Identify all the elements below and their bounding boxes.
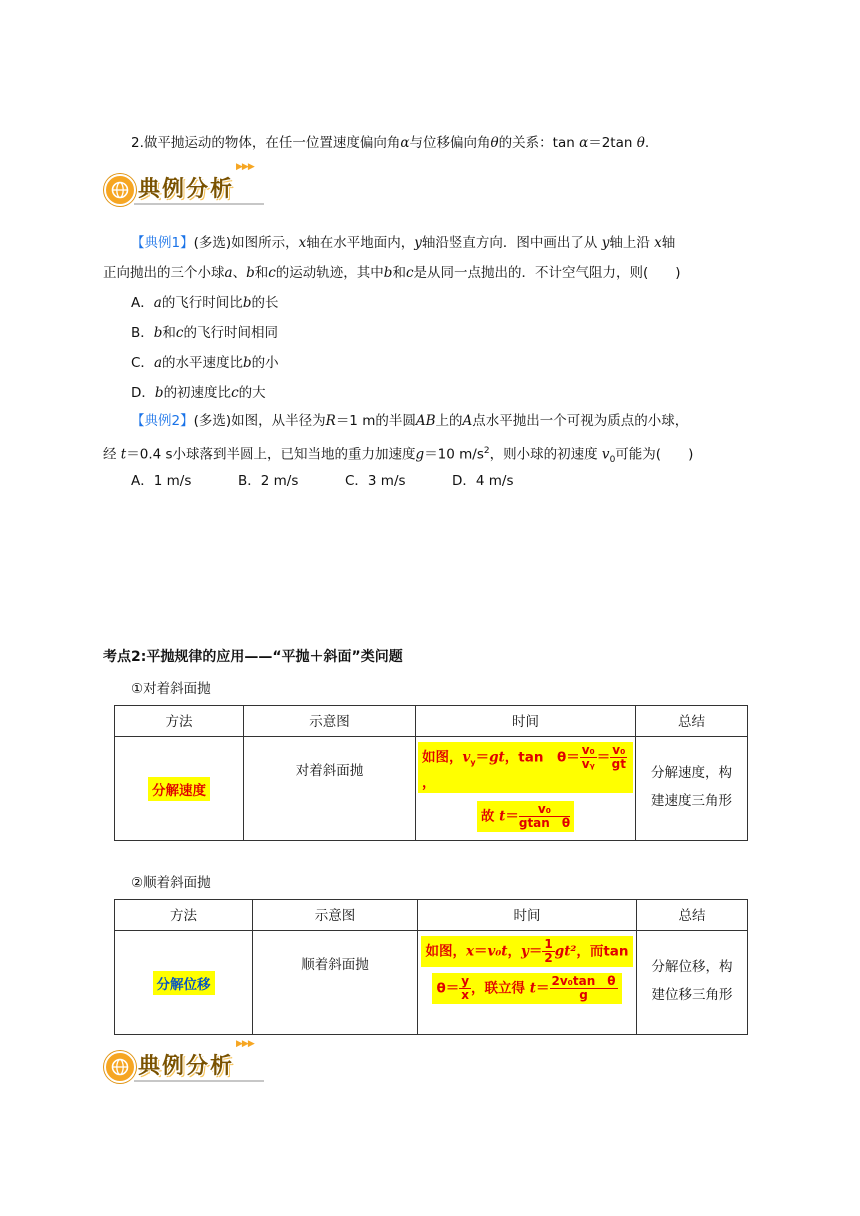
table-throw-along-slope: [114, 899, 748, 1035]
example2-options: [131, 471, 514, 491]
example1-line2: 正向抛出的三个小球a、b和c的运动轨迹，其中b和c是从同一点抛出的．不计空气阻力，则( ): [103, 265, 681, 281]
example1-option-d: D．b的初速度比c的大: [131, 385, 266, 401]
table1-diagram: 对着斜面抛: [244, 737, 416, 841]
table2-summary: 分解位移，构 建位移三角形: [637, 931, 748, 1035]
globe-icon: [104, 174, 136, 206]
table1-header-summary: 总结: [636, 706, 748, 737]
table2-time-line2: θ＝ $\frac{y}{x}$ ，联立得 t＝ $\frac{\text{2v₀tan θ}}{g}$: [432, 973, 621, 1004]
arrows-icon: ▶▶▶: [236, 162, 254, 172]
section2-heading: 考点2:平抛规律的应用——“平抛＋斜面”类问题: [103, 649, 403, 665]
example1-line1: 【典例1】(多选)如图所示，x轴在水平地面内，y轴沿竖直方向．图中画出了从 y轴上沿 x轴: [131, 235, 676, 251]
banner-underline: [134, 203, 264, 205]
table2-method-cell: [115, 931, 253, 1035]
table1-header-diagram: 示意图: [244, 706, 416, 737]
example1-tag: 【典例1】: [131, 235, 194, 251]
example2-line2: 经 t＝0.4 s小球落到半圆上，已知当地的重力加速度g＝10 $m/s^2$，则小球的初速度 $v_0$可能为( ): [103, 446, 694, 466]
example2-tag: 【典例2】: [131, 413, 194, 429]
section2-sub2: ②顺着斜面抛: [131, 875, 211, 891]
table2-time-cell: [418, 931, 637, 1035]
example2-option-a: A．1 m/s: [131, 473, 192, 489]
example-analysis-banner-2: [104, 1039, 264, 1083]
intro-line: 2.做平抛运动的物体，在任一位置速度偏向角α与位移偏向角θ的关系：tan α＝2tan θ.: [131, 135, 650, 151]
table2-diagram: 顺着斜面抛: [253, 931, 418, 1035]
table1-header-time: 时间: [416, 706, 636, 737]
example2-line1: 【典例2】(多选)如图，从半径为R＝1 m的半圆AB上的A点水平抛出一个可视为质点的小球，: [131, 413, 689, 429]
table1-time-line1: 如图，$v_y=gt$，tan θ＝ $\frac{\text{v₀}}{\text{vᵧ}}$ ＝ $\frac{\text{v₀}}{gt}$ ，: [418, 742, 633, 793]
globe-icon: [104, 1051, 136, 1083]
example-analysis-banner: [104, 162, 264, 206]
table2-header-summary: 总结: [637, 900, 748, 931]
banner-title: 典例分析: [138, 1053, 235, 1079]
example2-option-b: B．2 m/s: [238, 473, 299, 489]
table2-method: 分解位移: [153, 971, 215, 995]
table1-header-method: 方法: [115, 706, 244, 737]
arrows-icon: ▶▶▶: [236, 1039, 254, 1049]
example1-option-c: C．a的水平速度比b的小: [131, 355, 279, 371]
table-throw-at-slope: [114, 705, 748, 841]
section2-sub1: ①对着斜面抛: [131, 681, 211, 697]
table2-header-time: 时间: [418, 900, 637, 931]
table1-time-cell: [416, 737, 636, 841]
example2-option-c: C．3 m/s: [345, 473, 406, 489]
example2-option-d: D．4 m/s: [452, 473, 514, 489]
table1-summary: 分解速度，构 建速度三角形: [636, 737, 748, 841]
example1-option-b: B．b和c的飞行时间相同: [131, 325, 278, 341]
table1-method-cell: [115, 737, 244, 841]
table2-header-diagram: 示意图: [253, 900, 418, 931]
table2-header-method: 方法: [115, 900, 253, 931]
table2-time-line1: 如图，x＝v₀t，y＝ $\frac{1}{2}$ gt²，而tan: [421, 936, 632, 967]
table1-time-line2: 故 t＝ $\frac{\text{v₀}}{\text{gtan θ}}$: [477, 801, 574, 832]
example1-option-a: A．a的飞行时间比b的长: [131, 295, 279, 311]
banner-title: 典例分析: [138, 176, 235, 202]
banner-underline: [134, 1080, 264, 1082]
table1-method: 分解速度: [148, 777, 210, 801]
